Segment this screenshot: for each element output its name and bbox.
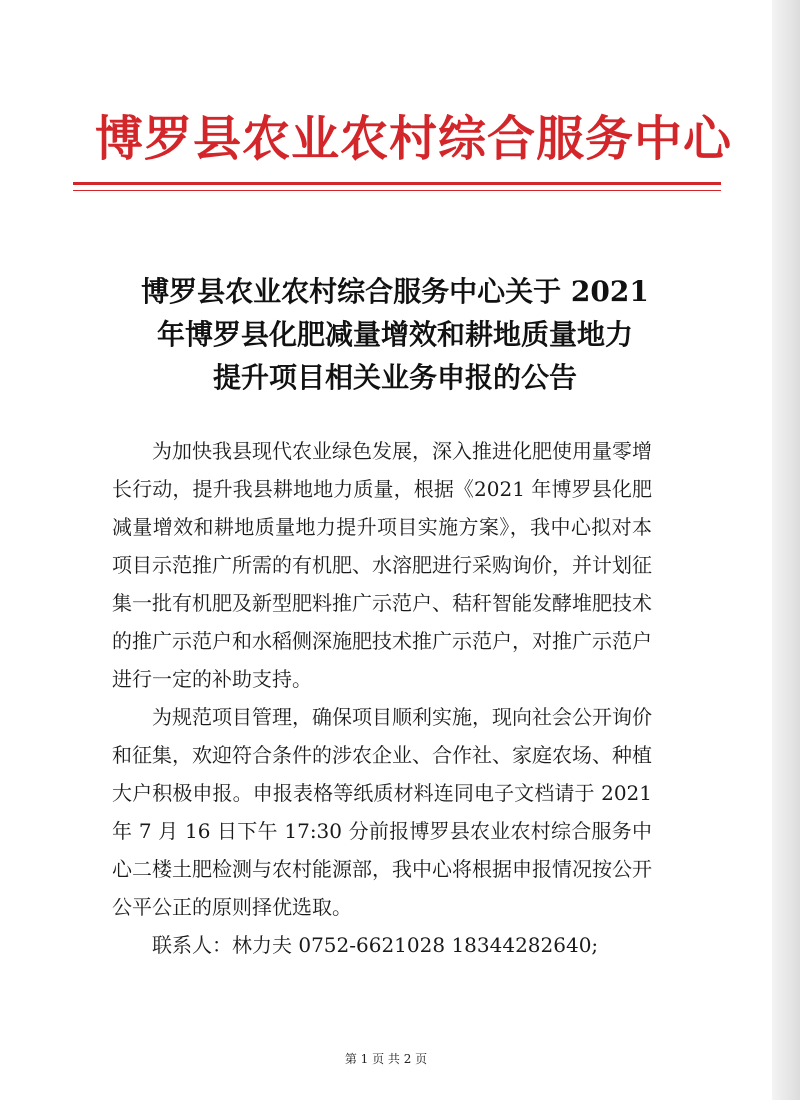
header-red-rule-thin: [73, 190, 721, 191]
body-paragraph-2: 为规范项目管理，确保项目顺利实施，现向社会公开询价和征集，欢迎符合条件的涉农企业、合作社、家庭农场、种植大户积极申报。申报表格等纸质材料连同电子文档请于 2021 年 7 月 16 日下午 17:30 分前报博罗县农业农村综合服务中心二楼土肥检测与农村能源部，我中心将根据申报情况按公开公平公正的原则择优选取。: [112, 705, 652, 919]
organization-header: 博罗县农业农村综合服务中心: [95, 111, 733, 167]
title-line-2: 年博罗县化肥减量增效和耕地质量地力: [156, 318, 633, 351]
scan-edge: [772, 0, 800, 1100]
title-line-1: 博罗县农业农村综合服务中心关于 2021: [141, 275, 649, 308]
header-red-rule-thick: [73, 182, 721, 185]
document-body: [112, 432, 652, 964]
document-title: [90, 270, 700, 399]
body-paragraph-1: 为加快我县现代农业绿色发展，深入推进化肥使用量零增长行动，提升我县耕地地力质量，根据《2021 年博罗县化肥减量增效和耕地质量地力提升项目实施方案》，我中心拟对本项目示范推广所需的有机肥、水溶肥进行采购询价，并计划征集一批有机肥及新型肥料推广示范户、秸秆智能发酵堆肥技术的推广示范户和水稻侧深施肥技术推广示范户，对推广示范户进行一定的补助支持。: [112, 439, 652, 691]
title-line-3: 提升项目相关业务申报的公告: [212, 361, 577, 394]
contact-line: 联系人：林力夫 0752-6621028 18344282640;: [152, 933, 599, 957]
page-footer: 第 1 页 共 2 页: [344, 1052, 428, 1066]
